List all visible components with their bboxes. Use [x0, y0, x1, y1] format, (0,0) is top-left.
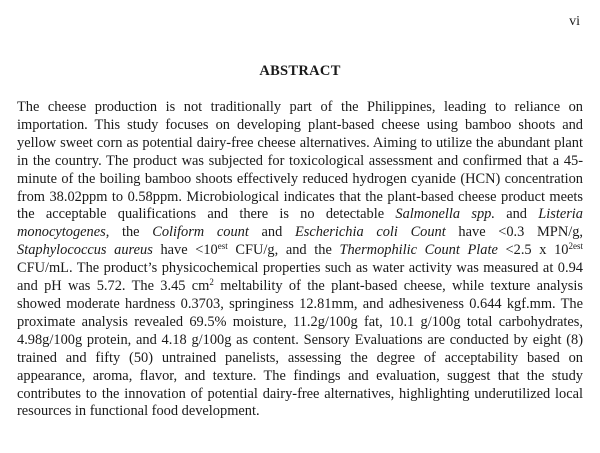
abstract-text: and — [494, 206, 539, 223]
superscript: est — [217, 241, 228, 252]
abstract-italic-term: Staphylococcus aureus — [17, 242, 153, 259]
abstract-text: CFU/mL. The product’s physicochemical properties such as water activity was measured at 0.94 and pH was 5.72. The 3.45 cm — [17, 260, 583, 295]
abstract-italic-term: Coliform count — [152, 224, 249, 241]
abstract-text: meltability of the plant-based cheese, while texture analysis showed moderate hardness 0.3703, springiness 12.81mm, and adhesiveness 0.644 kgf.mm. The proximate analysis revealed 69.5% moisture, 11.2g/100g fat, 10.1 g/100g total carbohydrates, 4.98g/100g protein, and 4.18 g/100g as content. Sensory Evaluations are conducted by eight (8) trained and fifty (50) untrained panelists, assessing the degree of acceptability based on appearance, aroma, flavor, and texture. The findings and evaluation, suggest that the study contributes to the innovation of potential dairy-free alternatives, highlighting underutilized local resources in functional food development. — [17, 278, 583, 420]
abstract-body — [17, 99, 583, 421]
abstract-text: , the — [105, 224, 153, 241]
abstract-text: and — [248, 224, 295, 241]
abstract-text: <2.5 x 10 — [497, 242, 569, 259]
abstract-italic-term: Salmonella spp. — [395, 206, 495, 223]
abstract-text: have <0.3 MPN/g, — [445, 224, 583, 241]
abstract-italic-term: Escherichia coli Count — [294, 224, 446, 241]
abstract-italic-term: Thermophilic Count Plate — [339, 242, 498, 259]
superscript: 2 — [209, 277, 214, 288]
page-number: vi — [569, 14, 580, 29]
abstract-text: have <10 — [152, 242, 218, 259]
abstract-text: The cheese production is not traditionally part of the Philippines, leading to reliance on importation. This study focuses on developing plant-based cheese using bamboo shoots and yellow sweet corn as potential dairy-free cheese alternatives. Aiming to utilize the abundant plant in the country. The product was subjected for toxicological assessment and confirmed that a 45-minute of the boiling bamboo shoots effectively reduced hydrogen cyanide (HCN) concentration from 38.02ppm to 0.58ppm. Microbiological indicates that the plant-based cheese product meets the acceptable qualifications and there is no detectable — [17, 99, 583, 223]
superscript: 2est — [568, 241, 583, 252]
abstract-heading: ABSTRACT — [259, 63, 341, 79]
abstract-text: CFU/g, and the — [227, 242, 340, 259]
abstract-italic-term: Listeria monocytogenes — [17, 206, 583, 241]
